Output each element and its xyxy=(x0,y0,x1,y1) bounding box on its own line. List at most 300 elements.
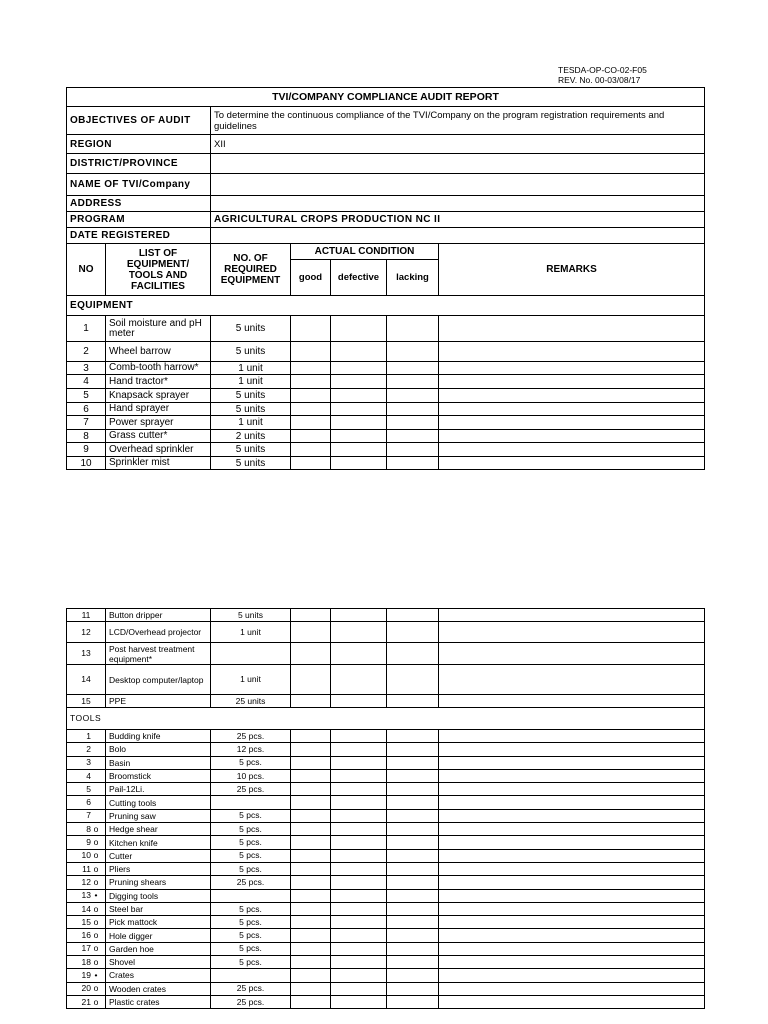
remarks-cell[interactable] xyxy=(439,316,705,342)
required-quantity xyxy=(211,969,291,982)
good-cell[interactable] xyxy=(291,743,331,756)
good-cell[interactable] xyxy=(291,836,331,849)
required-quantity: 5 pcs. xyxy=(211,929,291,942)
good-cell[interactable] xyxy=(291,969,331,982)
lacking-cell[interactable] xyxy=(387,430,439,443)
required-quantity: 5 pcs. xyxy=(211,916,291,929)
remarks-cell[interactable] xyxy=(439,836,705,849)
good-cell[interactable] xyxy=(291,942,331,955)
row-number xyxy=(67,836,106,849)
row-number-value: 6 xyxy=(86,797,91,808)
row-number xyxy=(67,916,106,929)
good-cell[interactable] xyxy=(291,643,331,665)
list-bullet-icon: o xyxy=(93,943,99,954)
lacking-cell[interactable] xyxy=(387,836,439,849)
good-cell[interactable] xyxy=(291,730,331,743)
table-row xyxy=(67,942,705,955)
item-name: Overhead sprinkler xyxy=(106,443,211,457)
row-number-value: 21 xyxy=(81,996,91,1007)
section-equipment: EQUIPMENT xyxy=(67,296,705,316)
list-bullet-icon: o xyxy=(93,876,99,887)
defective-cell[interactable] xyxy=(331,916,387,929)
required-quantity: 25 pcs. xyxy=(211,783,291,796)
good-cell[interactable] xyxy=(291,876,331,889)
good-cell[interactable] xyxy=(291,389,331,403)
row-number xyxy=(67,743,106,756)
table-row xyxy=(67,622,705,643)
document-reference xyxy=(558,65,647,85)
item-name: Knapsack sprayer xyxy=(106,389,211,403)
table-row xyxy=(67,316,705,342)
remarks-cell[interactable] xyxy=(439,743,705,756)
defective-cell[interactable] xyxy=(331,743,387,756)
remarks-cell[interactable] xyxy=(439,929,705,942)
column-header-remarks: REMARKS xyxy=(439,244,705,296)
row-number xyxy=(67,862,106,875)
required-quantity: 5 units xyxy=(211,403,291,416)
defective-cell[interactable] xyxy=(331,389,387,403)
column-header-no: NO xyxy=(67,244,106,296)
defective-cell[interactable] xyxy=(331,796,387,809)
item-name: Cutting tools xyxy=(106,796,211,809)
required-quantity: 5 pcs. xyxy=(211,942,291,955)
good-cell[interactable] xyxy=(291,982,331,995)
good-cell[interactable] xyxy=(291,416,331,430)
row-number: 5 xyxy=(67,389,106,403)
required-quantity: 5 pcs. xyxy=(211,956,291,969)
list-bullet-icon: o xyxy=(93,837,99,848)
remarks-cell[interactable] xyxy=(439,969,705,982)
item-name: PPE xyxy=(106,695,211,708)
column-header-actual-condition: ACTUAL CONDITION xyxy=(291,244,439,260)
defective-cell[interactable] xyxy=(331,929,387,942)
lacking-cell[interactable] xyxy=(387,730,439,743)
item-name: Pliers xyxy=(106,862,211,875)
row-number-value: 19 xyxy=(81,969,91,980)
remarks-cell[interactable] xyxy=(439,783,705,796)
defective-cell[interactable] xyxy=(331,809,387,822)
row-number xyxy=(67,756,106,769)
defective-cell[interactable] xyxy=(331,730,387,743)
defective-cell[interactable] xyxy=(331,457,387,470)
defective-cell[interactable] xyxy=(331,995,387,1008)
item-name: Kitchen knife xyxy=(106,836,211,849)
table-row xyxy=(67,849,705,862)
table-row xyxy=(67,823,705,836)
remarks-cell[interactable] xyxy=(439,956,705,969)
good-cell[interactable] xyxy=(291,849,331,862)
defective-cell[interactable] xyxy=(331,849,387,862)
good-cell[interactable] xyxy=(291,889,331,902)
lacking-cell[interactable] xyxy=(387,849,439,862)
required-quantity: 1 unit xyxy=(211,362,291,375)
item-name: Wooden crates xyxy=(106,982,211,995)
row-number: 10 xyxy=(67,457,106,470)
required-quantity: 25 pcs. xyxy=(211,995,291,1008)
defective-cell[interactable] xyxy=(331,982,387,995)
remarks-cell[interactable] xyxy=(439,796,705,809)
row-number: 13 xyxy=(67,643,106,665)
lacking-cell[interactable] xyxy=(387,695,439,708)
row-number xyxy=(67,969,106,982)
good-cell[interactable] xyxy=(291,823,331,836)
row-number xyxy=(67,942,106,955)
defective-cell[interactable] xyxy=(331,862,387,875)
row-number: 12 xyxy=(67,622,106,643)
table-row xyxy=(67,609,705,622)
defective-cell[interactable] xyxy=(331,783,387,796)
lacking-cell[interactable] xyxy=(387,916,439,929)
defective-cell[interactable] xyxy=(331,823,387,836)
table-row xyxy=(67,982,705,995)
good-cell[interactable] xyxy=(291,665,331,695)
lacking-cell[interactable] xyxy=(387,995,439,1008)
remarks-cell[interactable] xyxy=(439,916,705,929)
defective-cell[interactable] xyxy=(331,316,387,342)
lacking-cell[interactable] xyxy=(387,942,439,955)
list-bullet-icon: o xyxy=(93,863,99,874)
required-quantity: 5 units xyxy=(211,457,291,470)
item-name: Button dripper xyxy=(106,609,211,622)
good-cell[interactable] xyxy=(291,622,331,643)
lacking-cell[interactable] xyxy=(387,443,439,457)
required-quantity: 12 pcs. xyxy=(211,743,291,756)
remarks-cell[interactable] xyxy=(439,443,705,457)
required-quantity xyxy=(211,643,291,665)
good-cell[interactable] xyxy=(291,769,331,782)
audit-report-table xyxy=(66,87,705,470)
table-row xyxy=(67,695,705,708)
equipment-list xyxy=(67,316,705,470)
table-row xyxy=(67,809,705,822)
remarks-cell[interactable] xyxy=(439,809,705,822)
defective-cell[interactable] xyxy=(331,836,387,849)
defective-cell[interactable] xyxy=(331,876,387,889)
column-header-list: LIST OF EQUIPMENT/ TOOLS AND FACILITIES xyxy=(106,244,211,296)
remarks-cell[interactable] xyxy=(439,403,705,416)
remarks-cell[interactable] xyxy=(439,889,705,902)
tools-list xyxy=(67,730,705,1009)
remarks-cell[interactable] xyxy=(439,995,705,1008)
row-number-value: 16 xyxy=(81,930,91,941)
row-number xyxy=(67,823,106,836)
required-quantity: 5 pcs. xyxy=(211,756,291,769)
defective-cell[interactable] xyxy=(331,889,387,902)
lacking-cell[interactable] xyxy=(387,609,439,622)
good-cell[interactable] xyxy=(291,783,331,796)
table-row xyxy=(67,362,705,375)
lacking-cell[interactable] xyxy=(387,643,439,665)
defective-cell[interactable] xyxy=(331,942,387,955)
table-row xyxy=(67,956,705,969)
good-cell[interactable] xyxy=(291,956,331,969)
table-row xyxy=(67,430,705,443)
row-number-value: 14 xyxy=(81,903,91,914)
item-name: Bolo xyxy=(106,743,211,756)
required-quantity: 5 pcs. xyxy=(211,849,291,862)
good-cell[interactable] xyxy=(291,403,331,416)
good-cell[interactable] xyxy=(291,342,331,362)
remarks-cell[interactable] xyxy=(439,389,705,403)
required-quantity: 25 units xyxy=(211,695,291,708)
row-number-value: 1 xyxy=(86,730,91,741)
good-cell[interactable] xyxy=(291,929,331,942)
required-quantity: 5 pcs. xyxy=(211,902,291,915)
required-quantity: 5 units xyxy=(211,342,291,362)
lacking-cell[interactable] xyxy=(387,342,439,362)
lacking-cell[interactable] xyxy=(387,823,439,836)
lacking-cell[interactable] xyxy=(387,876,439,889)
defective-cell[interactable] xyxy=(331,403,387,416)
item-name: Comb-tooth harrow* xyxy=(106,362,211,375)
row-number-value: 10 xyxy=(81,850,91,861)
table-row xyxy=(67,416,705,430)
defective-cell[interactable] xyxy=(331,665,387,695)
row-number xyxy=(67,889,106,902)
good-cell[interactable] xyxy=(291,609,331,622)
item-name: Broomstick xyxy=(106,769,211,782)
table-row xyxy=(67,665,705,695)
item-name: Pruning shears xyxy=(106,876,211,889)
defective-cell[interactable] xyxy=(331,362,387,375)
table-row xyxy=(67,756,705,769)
item-name: Plastic crates xyxy=(106,995,211,1008)
good-cell[interactable] xyxy=(291,862,331,875)
lacking-cell[interactable] xyxy=(387,389,439,403)
info-value: To determine the continuous compliance of the TVI/Company on the program registration requirements and guidelines xyxy=(211,107,705,135)
list-bullet-icon: o xyxy=(93,983,99,994)
good-cell[interactable] xyxy=(291,695,331,708)
good-cell[interactable] xyxy=(291,916,331,929)
item-name: Power sprayer xyxy=(106,416,211,430)
lacking-cell[interactable] xyxy=(387,902,439,915)
remarks-cell[interactable] xyxy=(439,643,705,665)
row-number xyxy=(67,902,106,915)
row-number-value: 18 xyxy=(81,956,91,967)
remarks-cell[interactable] xyxy=(439,695,705,708)
defective-cell[interactable] xyxy=(331,416,387,430)
table-row xyxy=(67,457,705,470)
lacking-cell[interactable] xyxy=(387,969,439,982)
defective-cell[interactable] xyxy=(331,375,387,389)
table-row xyxy=(67,730,705,743)
item-name: Hedge shear xyxy=(106,823,211,836)
good-cell[interactable] xyxy=(291,316,331,342)
lacking-cell[interactable] xyxy=(387,416,439,430)
defective-cell[interactable] xyxy=(331,902,387,915)
defective-cell[interactable] xyxy=(331,342,387,362)
defective-cell[interactable] xyxy=(331,756,387,769)
remarks-cell[interactable] xyxy=(439,622,705,643)
item-name: LCD/Overhead projector xyxy=(106,622,211,643)
required-quantity: 1 unit xyxy=(211,416,291,430)
table-row xyxy=(67,743,705,756)
row-number: 8 xyxy=(67,430,106,443)
table-row xyxy=(67,876,705,889)
defective-cell[interactable] xyxy=(331,643,387,665)
item-name: Digging tools xyxy=(106,889,211,902)
defective-cell[interactable] xyxy=(331,695,387,708)
good-cell[interactable] xyxy=(291,362,331,375)
remarks-cell[interactable] xyxy=(439,769,705,782)
list-bullet-icon: o xyxy=(93,956,99,967)
info-value: XII xyxy=(211,135,705,154)
defective-cell[interactable] xyxy=(331,769,387,782)
lacking-cell[interactable] xyxy=(387,756,439,769)
required-quantity: 5 units xyxy=(211,316,291,342)
required-quantity: 1 unit xyxy=(211,665,291,695)
row-number-value: 8 xyxy=(86,823,91,834)
lacking-cell[interactable] xyxy=(387,362,439,375)
remarks-cell[interactable] xyxy=(439,862,705,875)
row-number-value: 9 xyxy=(86,837,91,848)
required-quantity: 5 units xyxy=(211,389,291,403)
info-label: DATE REGISTERED xyxy=(67,228,211,244)
remarks-cell[interactable] xyxy=(439,849,705,862)
revision-number: REV. No. 00-03/08/17 xyxy=(558,75,641,85)
row-number-value: 15 xyxy=(81,916,91,927)
lacking-cell[interactable] xyxy=(387,809,439,822)
list-bullet-icon: o xyxy=(93,930,99,941)
lacking-cell[interactable] xyxy=(387,982,439,995)
good-cell[interactable] xyxy=(291,430,331,443)
row-number xyxy=(67,956,106,969)
lacking-cell[interactable] xyxy=(387,783,439,796)
lacking-cell[interactable] xyxy=(387,796,439,809)
item-name: Pruning saw xyxy=(106,809,211,822)
row-number: 14 xyxy=(67,665,106,695)
table-row xyxy=(67,389,705,403)
lacking-cell[interactable] xyxy=(387,769,439,782)
remarks-cell[interactable] xyxy=(439,665,705,695)
lacking-cell[interactable] xyxy=(387,956,439,969)
item-name: Shovel xyxy=(106,956,211,969)
row-number xyxy=(67,876,106,889)
info-label: ADDRESS xyxy=(67,196,211,212)
table-row xyxy=(67,796,705,809)
remarks-cell[interactable] xyxy=(439,609,705,622)
table-row xyxy=(67,929,705,942)
defective-cell[interactable] xyxy=(331,956,387,969)
item-name: Soil moisture and pH meter xyxy=(106,316,211,342)
table-row xyxy=(67,969,705,982)
defective-cell[interactable] xyxy=(331,609,387,622)
remarks-cell[interactable] xyxy=(439,876,705,889)
good-cell[interactable] xyxy=(291,756,331,769)
defective-cell[interactable] xyxy=(331,443,387,457)
remarks-cell[interactable] xyxy=(439,416,705,430)
list-bullet-icon: • xyxy=(94,969,98,980)
lacking-cell[interactable] xyxy=(387,375,439,389)
remarks-cell[interactable] xyxy=(439,823,705,836)
table-row xyxy=(67,342,705,362)
list-bullet-icon: o xyxy=(93,903,99,914)
good-cell[interactable] xyxy=(291,375,331,389)
info-label: OBJECTIVES OF AUDIT xyxy=(67,107,211,135)
required-quantity: 25 pcs. xyxy=(211,730,291,743)
item-name: Basin xyxy=(106,756,211,769)
row-number-value: 2 xyxy=(86,743,91,754)
required-quantity: 5 pcs. xyxy=(211,862,291,875)
good-cell[interactable] xyxy=(291,443,331,457)
item-name: Crates xyxy=(106,969,211,982)
lacking-cell[interactable] xyxy=(387,743,439,756)
row-number xyxy=(67,796,106,809)
good-cell[interactable] xyxy=(291,796,331,809)
good-cell[interactable] xyxy=(291,457,331,470)
remarks-cell[interactable] xyxy=(439,457,705,470)
remarks-cell[interactable] xyxy=(439,362,705,375)
defective-cell[interactable] xyxy=(331,622,387,643)
row-number: 7 xyxy=(67,416,106,430)
row-number: 9 xyxy=(67,443,106,457)
lacking-cell[interactable] xyxy=(387,889,439,902)
report-title: TVI/COMPANY COMPLIANCE AUDIT REPORT xyxy=(67,88,705,107)
table-row xyxy=(67,769,705,782)
defective-cell[interactable] xyxy=(331,430,387,443)
table-row xyxy=(67,995,705,1008)
lacking-cell[interactable] xyxy=(387,665,439,695)
row-number-value: 11 xyxy=(82,863,91,874)
lacking-cell[interactable] xyxy=(387,622,439,643)
row-number: 15 xyxy=(67,695,106,708)
list-bullet-icon: o xyxy=(93,916,99,927)
list-bullet-icon: o xyxy=(93,850,99,861)
table-row xyxy=(67,916,705,929)
table-row xyxy=(67,889,705,902)
info-value: AGRICULTURAL CROPS PRODUCTION NC II xyxy=(211,212,705,228)
required-quantity xyxy=(211,796,291,809)
defective-cell[interactable] xyxy=(331,969,387,982)
table-row xyxy=(67,902,705,915)
remarks-cell[interactable] xyxy=(439,756,705,769)
audit-report-table-continued xyxy=(66,608,705,1009)
remarks-cell[interactable] xyxy=(439,982,705,995)
lacking-cell[interactable] xyxy=(387,457,439,470)
lacking-cell[interactable] xyxy=(387,862,439,875)
remarks-cell[interactable] xyxy=(439,730,705,743)
remarks-cell[interactable] xyxy=(439,375,705,389)
lacking-cell[interactable] xyxy=(387,929,439,942)
remarks-cell[interactable] xyxy=(439,902,705,915)
row-number xyxy=(67,995,106,1008)
required-quantity: 5 pcs. xyxy=(211,836,291,849)
good-cell[interactable] xyxy=(291,902,331,915)
column-header-required: NO. OF REQUIRED EQUIPMENT xyxy=(211,244,291,296)
lacking-cell[interactable] xyxy=(387,403,439,416)
required-quantity: 5 pcs. xyxy=(211,809,291,822)
required-quantity: 5 pcs. xyxy=(211,823,291,836)
equipment-list-continued xyxy=(67,609,705,708)
row-number-value: 4 xyxy=(86,770,91,781)
row-number: 6 xyxy=(67,403,106,416)
table-row xyxy=(67,643,705,665)
item-name: Grass cutter* xyxy=(106,430,211,443)
good-cell[interactable] xyxy=(291,995,331,1008)
row-number: 4 xyxy=(67,375,106,389)
row-number xyxy=(67,982,106,995)
row-number-value: 17 xyxy=(81,943,91,954)
lacking-cell[interactable] xyxy=(387,316,439,342)
remarks-cell[interactable] xyxy=(439,942,705,955)
remarks-cell[interactable] xyxy=(439,342,705,362)
row-number xyxy=(67,929,106,942)
required-quantity: 1 unit xyxy=(211,622,291,643)
item-name: Cutter xyxy=(106,849,211,862)
row-number xyxy=(67,769,106,782)
remarks-cell[interactable] xyxy=(439,430,705,443)
good-cell[interactable] xyxy=(291,809,331,822)
